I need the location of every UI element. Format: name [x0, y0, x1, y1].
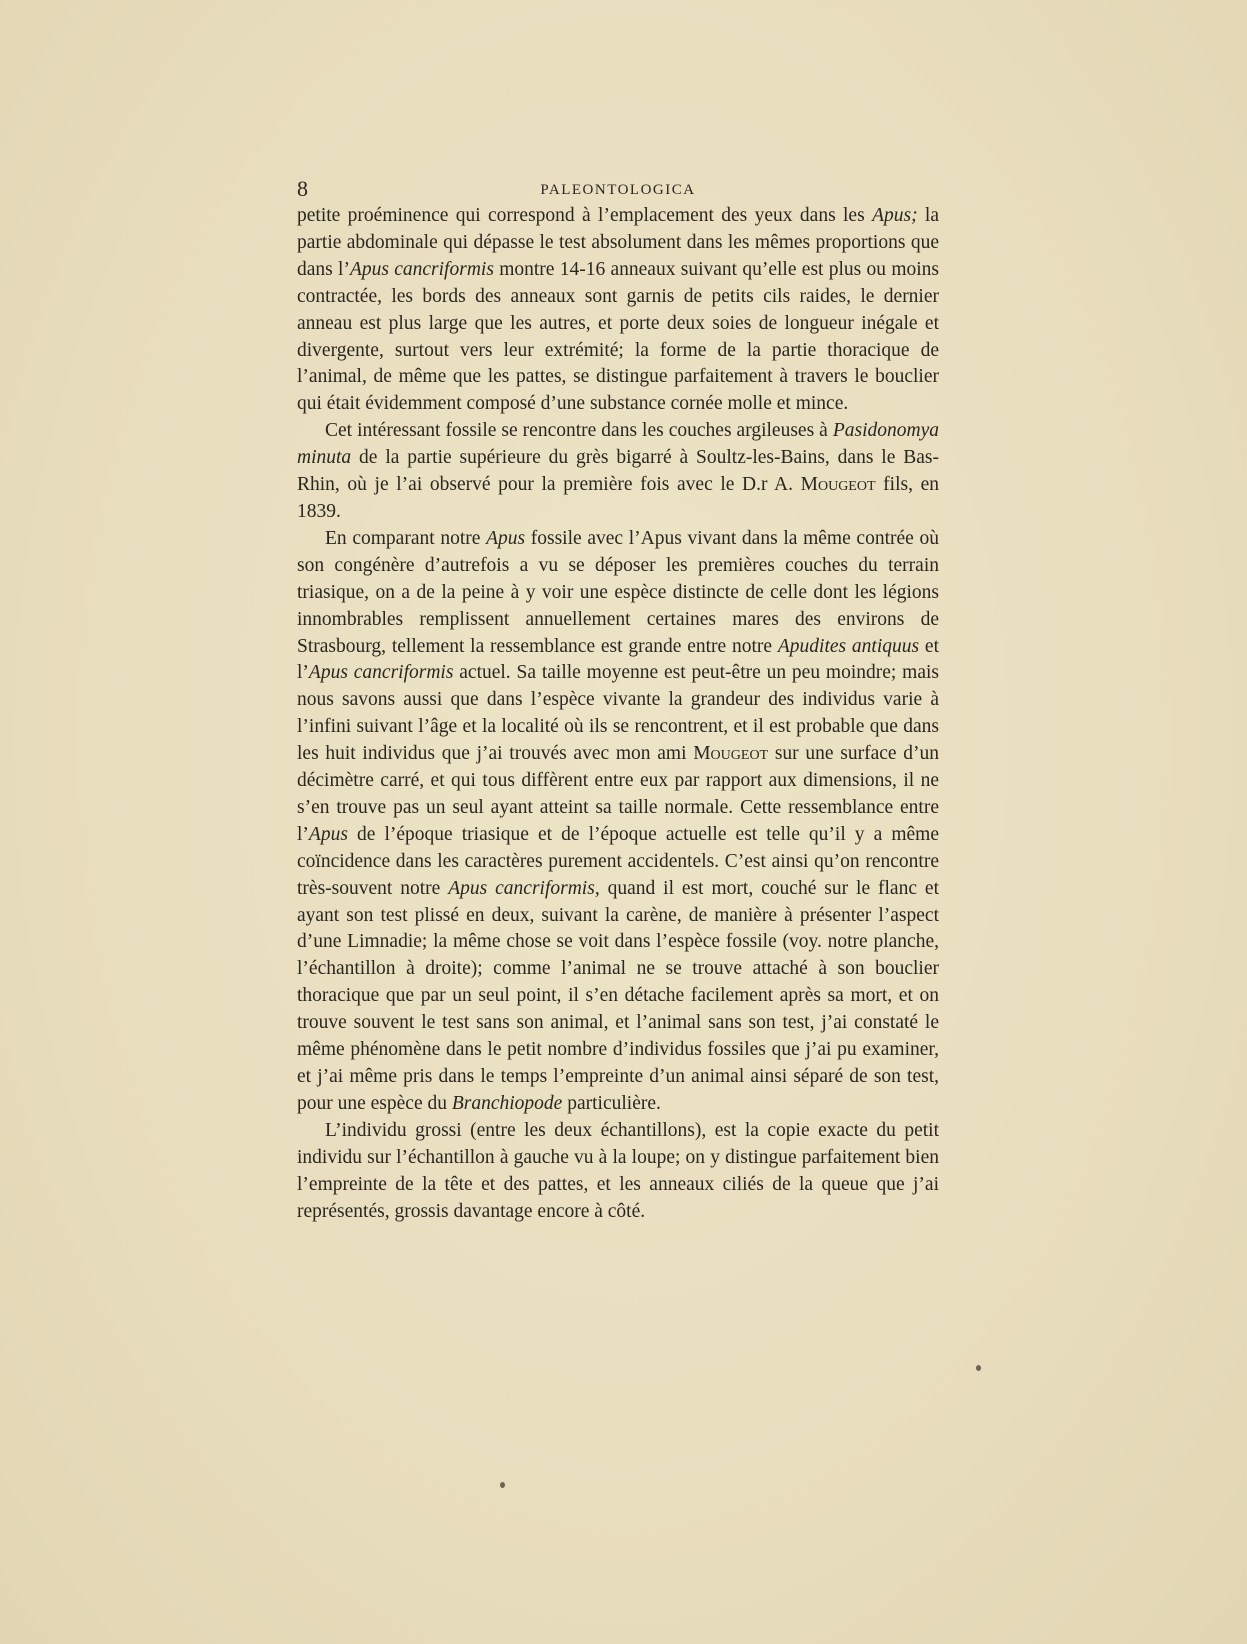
italic-text: Apus cancriformis	[448, 877, 595, 899]
paragraph-3	[297, 526, 939, 1118]
body-text	[297, 203, 939, 1225]
italic-text: Pasidonomya minuta	[297, 420, 939, 469]
paragraph-1	[297, 203, 939, 418]
text-run: petite proéminence qui correspond à l’emplacement des yeux dans les	[297, 205, 873, 226]
italic-text: Apus cancriformis	[349, 258, 494, 280]
text-run: actuel. Sa taille moyenne est peut-être un peu moindre; mais nous savons aussi que dans l’espèce vivante la grandeur des individus varie à l’infini suivant l’âge et la localité où ils se rencontrent, et il est probable que dans les huit individus que j’ai trouvés avec mon ami	[297, 662, 939, 765]
small-caps-name: Mougeot	[800, 474, 876, 496]
italic-text: Branchiopode	[451, 1092, 563, 1114]
paragraph-4	[297, 1118, 939, 1226]
text-run: Cet intéressant fossile se rencontre dans les couches argileuses à	[325, 420, 833, 442]
text-run: montre 14-16 anneaux suivant qu’elle est plus ou moins contractée, les bords des anneaux sont garnis de petits cils raides, le dernier anneau est plus large que les autres, et porte deux soies de longueur inégale et divergente, surtout vers leur extrémité; la forme de la partie thoracique de l’animal, de même que les pattes, se distingue parfaitement à travers le bouclier qui était évidemment composé d’une substance cornée molle et mince.	[297, 258, 939, 415]
italic-text: Apus cancriformis	[308, 662, 454, 684]
text-run: particulière.	[562, 1092, 661, 1114]
text-run: , quand il est mort, couché sur le flanc et ayant son test plissé en deux, suivant la carène, de manière à présenter l’aspect d’une Limnadie; la même chose se voit dans l’espèce fossile (voy. notre planche, l’échantillon à droite); comme l’animal ne se trouve attaché à son bouclier thoracique que par un seul point, il s’en détache facilement après sa mort, et on trouve souvent le test sans son animal, et l’animal sans son test, j’ai constaté le même phénomène dans le petit nombre d’individus fossiles que j’ai pu examiner, et j’ai même pris dans le temps l’empreinte d’un animal ainsi séparé de son test, pour une espèce du	[297, 877, 939, 1114]
text-run: de l’époque triasique et de l’époque actuelle est telle qu’il y a même coïncidence dans les caractères purement accidentels. C’est ainsi qu’on rencontre très-souvent notre	[297, 823, 939, 899]
text-run: En comparant notre	[325, 527, 487, 549]
text-run: sur une surface d’un décimètre carré, et qui tous diffèrent entre eux par rapport aux dimensions, il ne s’en trouve pas un seul ayant atteint sa taille normale. Cette ressemblance entre l’	[297, 743, 939, 845]
running-title: PALEONTOLOGICA	[540, 182, 696, 198]
page-number: 8	[297, 176, 308, 201]
text-run: fils, en 1839.	[297, 474, 939, 522]
page-header	[297, 177, 939, 201]
italic-text: Apus	[308, 823, 348, 845]
text-run: et l’	[297, 635, 940, 684]
paragraph-2	[297, 418, 939, 526]
small-caps-name: Mougeot	[693, 743, 769, 765]
italic-text: Apudites antiquus	[777, 635, 920, 657]
paper-speck	[500, 1482, 505, 1488]
text-run: la partie abdominale qui dépasse le test absolument dans les mêmes proportions que dans l’	[297, 205, 940, 280]
text-run: de la partie supérieure du grès bigarré à Soultz-les-Bains, dans le Bas-Rhin, où je l’ai observé pour la première fois avec le D.r A.	[297, 447, 939, 496]
paper-speck	[976, 1365, 981, 1371]
italic-text: Apus	[486, 527, 526, 549]
italic-text: Apus;	[872, 205, 918, 226]
text-run: L’individu grossi (entre les deux échantillons), est la copie exacte du petit individu sur l’échantillon à gauche vu à la loupe; on y distingue parfaitement bien l’empreinte de la tête et des pattes, et les anneaux ciliés de la queue que j’ai représentés, grossis davantage encore à côté.	[297, 1119, 939, 1222]
text-run: fossile avec l’Apus vivant dans la même contrée où son congénère d’autrefois a vu se déposer les premières couches du terrain triasique, on a de la peine à y voir une espèce distincte de celle dont les légions innombrables remplissent annuellement certaines mares des environs de Strasbourg, tellement la ressemblance est grande entre notre	[297, 527, 939, 657]
